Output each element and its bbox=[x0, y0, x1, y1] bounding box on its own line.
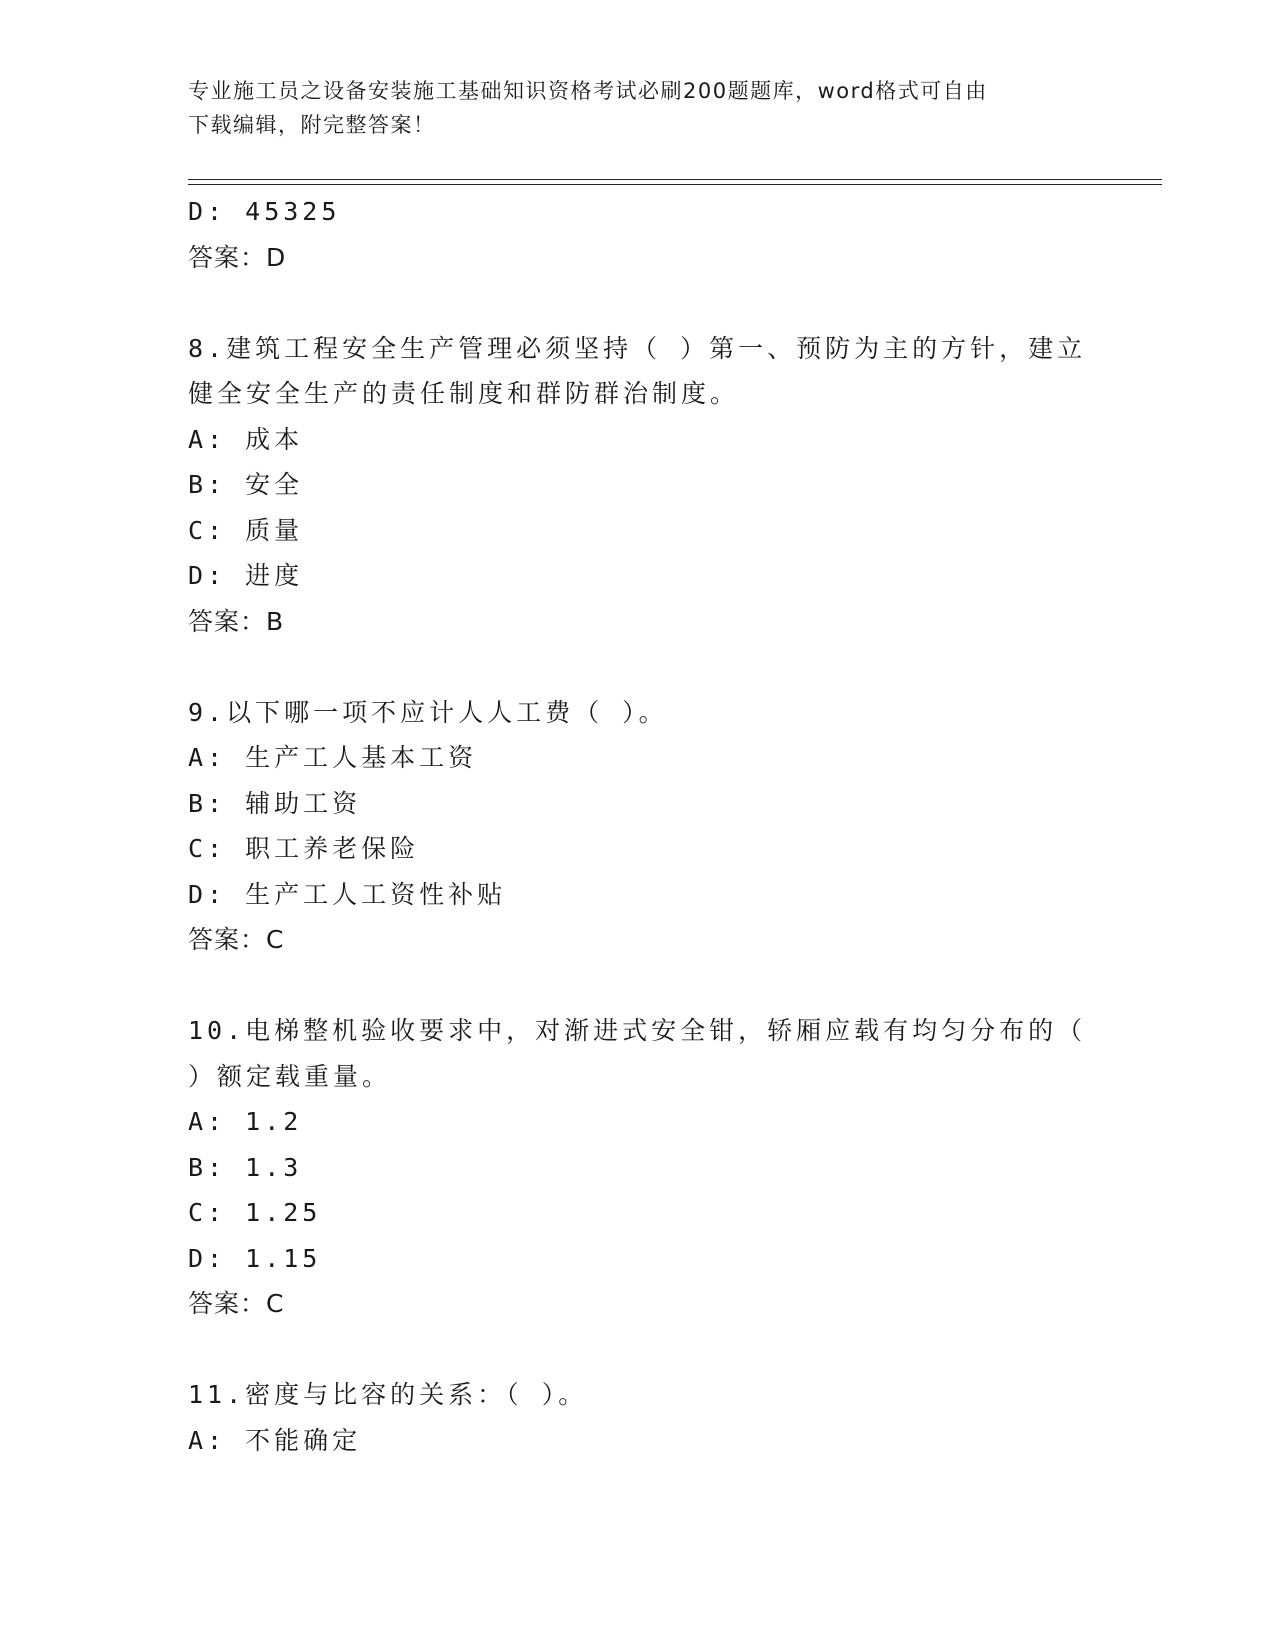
question-list bbox=[188, 189, 1088, 1463]
question-8 bbox=[188, 326, 1088, 645]
question-stem: 9.以下哪一项不应计人人工费（ ）。 bbox=[188, 697, 668, 727]
question-9 bbox=[188, 690, 1088, 963]
question-stem-continued: ）额定载重量。 bbox=[188, 1061, 392, 1091]
option-b: B: 辅助工资 bbox=[188, 788, 362, 818]
option-d: D: 1.15 bbox=[188, 1243, 322, 1273]
option-c: C: 质量 bbox=[188, 515, 304, 545]
question-stem: 10.电梯整机验收要求中，对渐进式安全钳，轿厢应载有均匀分布的（ bbox=[188, 1016, 1087, 1045]
header-line-1: 专业施工员之设备安装施工基础知识资格考试必刷200题题库，word格式可自由 bbox=[188, 79, 988, 103]
question-stem: 11.密度与比容的关系：（ ）。 bbox=[188, 1380, 588, 1409]
question-stem: 8.建筑工程安全生产管理必须坚持（ ）第一、预防为主的方针，建立 bbox=[188, 333, 1087, 363]
question-11 bbox=[188, 1372, 1088, 1463]
question-10 bbox=[188, 1008, 1088, 1327]
option-d: D: 生产工人工资性补贴 bbox=[188, 879, 507, 909]
answer-line: 答案：D bbox=[188, 242, 287, 272]
option-a: A: 1.2 bbox=[188, 1107, 303, 1136]
option-a: A: 成本 bbox=[188, 424, 304, 454]
header-line-2: 下载编辑，附完整答案！ bbox=[188, 113, 436, 137]
document-header bbox=[188, 74, 1088, 142]
option-c: C: 1.25 bbox=[188, 1198, 322, 1227]
answer-line: 答案：C bbox=[188, 1289, 285, 1318]
option-d: D: 进度 bbox=[188, 561, 304, 590]
option-b: B: 1.3 bbox=[188, 1152, 303, 1182]
question-stem-continued: 健全安全生产的责任制度和群防群治制度。 bbox=[188, 379, 740, 408]
answer-line: 答案：B bbox=[188, 606, 285, 636]
option-b: B: 安全 bbox=[188, 470, 304, 499]
answer-line: 答案：C bbox=[188, 925, 285, 954]
option-d: D: 45325 bbox=[188, 197, 341, 226]
option-c: C: 职工养老保险 bbox=[188, 834, 420, 863]
header-rule-top bbox=[188, 179, 1162, 180]
option-a: A: 生产工人基本工资 bbox=[188, 743, 478, 772]
header-rule-bottom bbox=[188, 184, 1162, 185]
option-a: A: 不能确定 bbox=[188, 1425, 362, 1455]
